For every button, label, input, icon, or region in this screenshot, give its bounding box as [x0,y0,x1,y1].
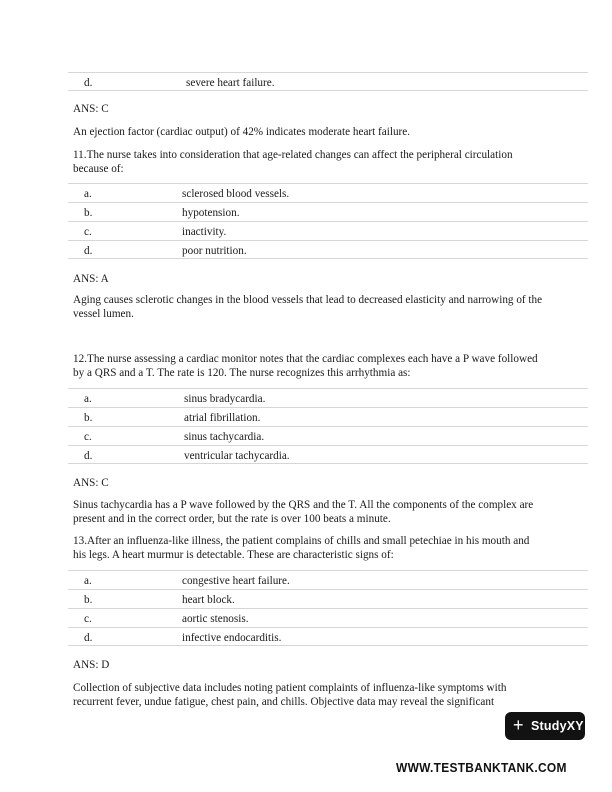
option-text: sclerosed blood vessels. [182,188,290,200]
option-letter: d. [84,632,93,644]
q12-stem: 12.The nurse assessing a cardiac monitor notes that the cardiac complexes each have a P wave followed by a QRS and a T. The rate is 120. The nurse recognizes this arrhythmia as: [73,353,538,379]
studyxy-badge[interactable] [505,712,585,740]
option-letter: d. [84,245,93,257]
q12-option-b [68,407,588,426]
q11-option-c [68,221,588,240]
option-letter: b. [84,594,93,606]
q10-answer: ANS: C [73,103,109,115]
option-text: hypotension. [182,207,240,219]
option-text: aortic stenosis. [182,613,249,625]
q11-options [68,183,588,259]
option-letter: b. [84,207,93,219]
option-letter: a. [84,393,92,405]
q11-answer: ANS: A [73,273,109,285]
q11-stem: 11.The nurse takes into consideration that age-related changes can affect the peripheral circulation because of: [73,149,513,175]
q13-options [68,570,588,646]
q13-option-a [68,570,588,589]
q12-answer: ANS: C [73,477,109,489]
option-text: inactivity. [182,226,227,238]
option-letter: a. [84,575,92,587]
q13-stem: 13.After an influenza-like illness, the patient complains of chills and small petechiae in his mouth and his legs. A heart murmur is detectable. These are characteristic signs of: [73,535,530,561]
q11-rationale: Aging causes sclerotic changes in the blood vessels that lead to decreased elasticity and narrowing of the vessel lumen. [73,294,543,320]
option-letter: c. [84,613,92,625]
q13-option-b [68,589,588,608]
option-text: sinus tachycardia. [184,431,265,443]
q12-options [68,388,588,464]
option-text: severe heart failure. [186,77,275,89]
q13-option-d [68,627,588,646]
q10-option-d [68,72,588,91]
q12-rationale: Sinus tachycardia has a P wave followed by the QRS and the T. All the components of the complex are present and in the correct order, but the rate is over 100 beats a minute. [73,499,534,525]
option-text: ventricular tachycardia. [184,450,290,462]
q12-option-d [68,445,588,464]
q11-option-d [68,240,588,259]
option-text: sinus bradycardia. [184,393,266,405]
plus-icon: + [513,715,524,735]
q13-rationale: Collection of subjective data includes noting patient complaints of influenza-like symptoms with recurrent fever, undue fatigue, chest pain, and chills. Objective data may reveal the significant [73,682,507,708]
option-letter: a. [84,188,92,200]
option-letter: c. [84,226,92,238]
option-text: atrial fibrillation. [184,412,261,424]
q12-option-a [68,388,588,407]
option-letter: c. [84,431,92,443]
option-text: poor nutrition. [182,245,247,257]
q11-option-b [68,202,588,221]
option-text: congestive heart failure. [182,575,290,587]
option-letter: b. [84,412,93,424]
option-letter: d. [84,450,93,462]
q13-option-c [68,608,588,627]
q10-rationale: An ejection factor (cardiac output) of 42% indicates moderate heart failure. [73,126,411,138]
option-text: infective endocarditis. [182,632,282,644]
q13-answer: ANS: D [73,659,110,671]
footer-url[interactable]: WWW.TESTBANKTANK.COM [396,760,567,775]
q10-options [68,72,588,91]
option-text: heart block. [182,594,235,606]
option-letter: d. [84,77,93,89]
q11-option-a [68,183,588,202]
q12-option-c [68,426,588,445]
studyxy-brand: StudyXY [531,719,584,733]
